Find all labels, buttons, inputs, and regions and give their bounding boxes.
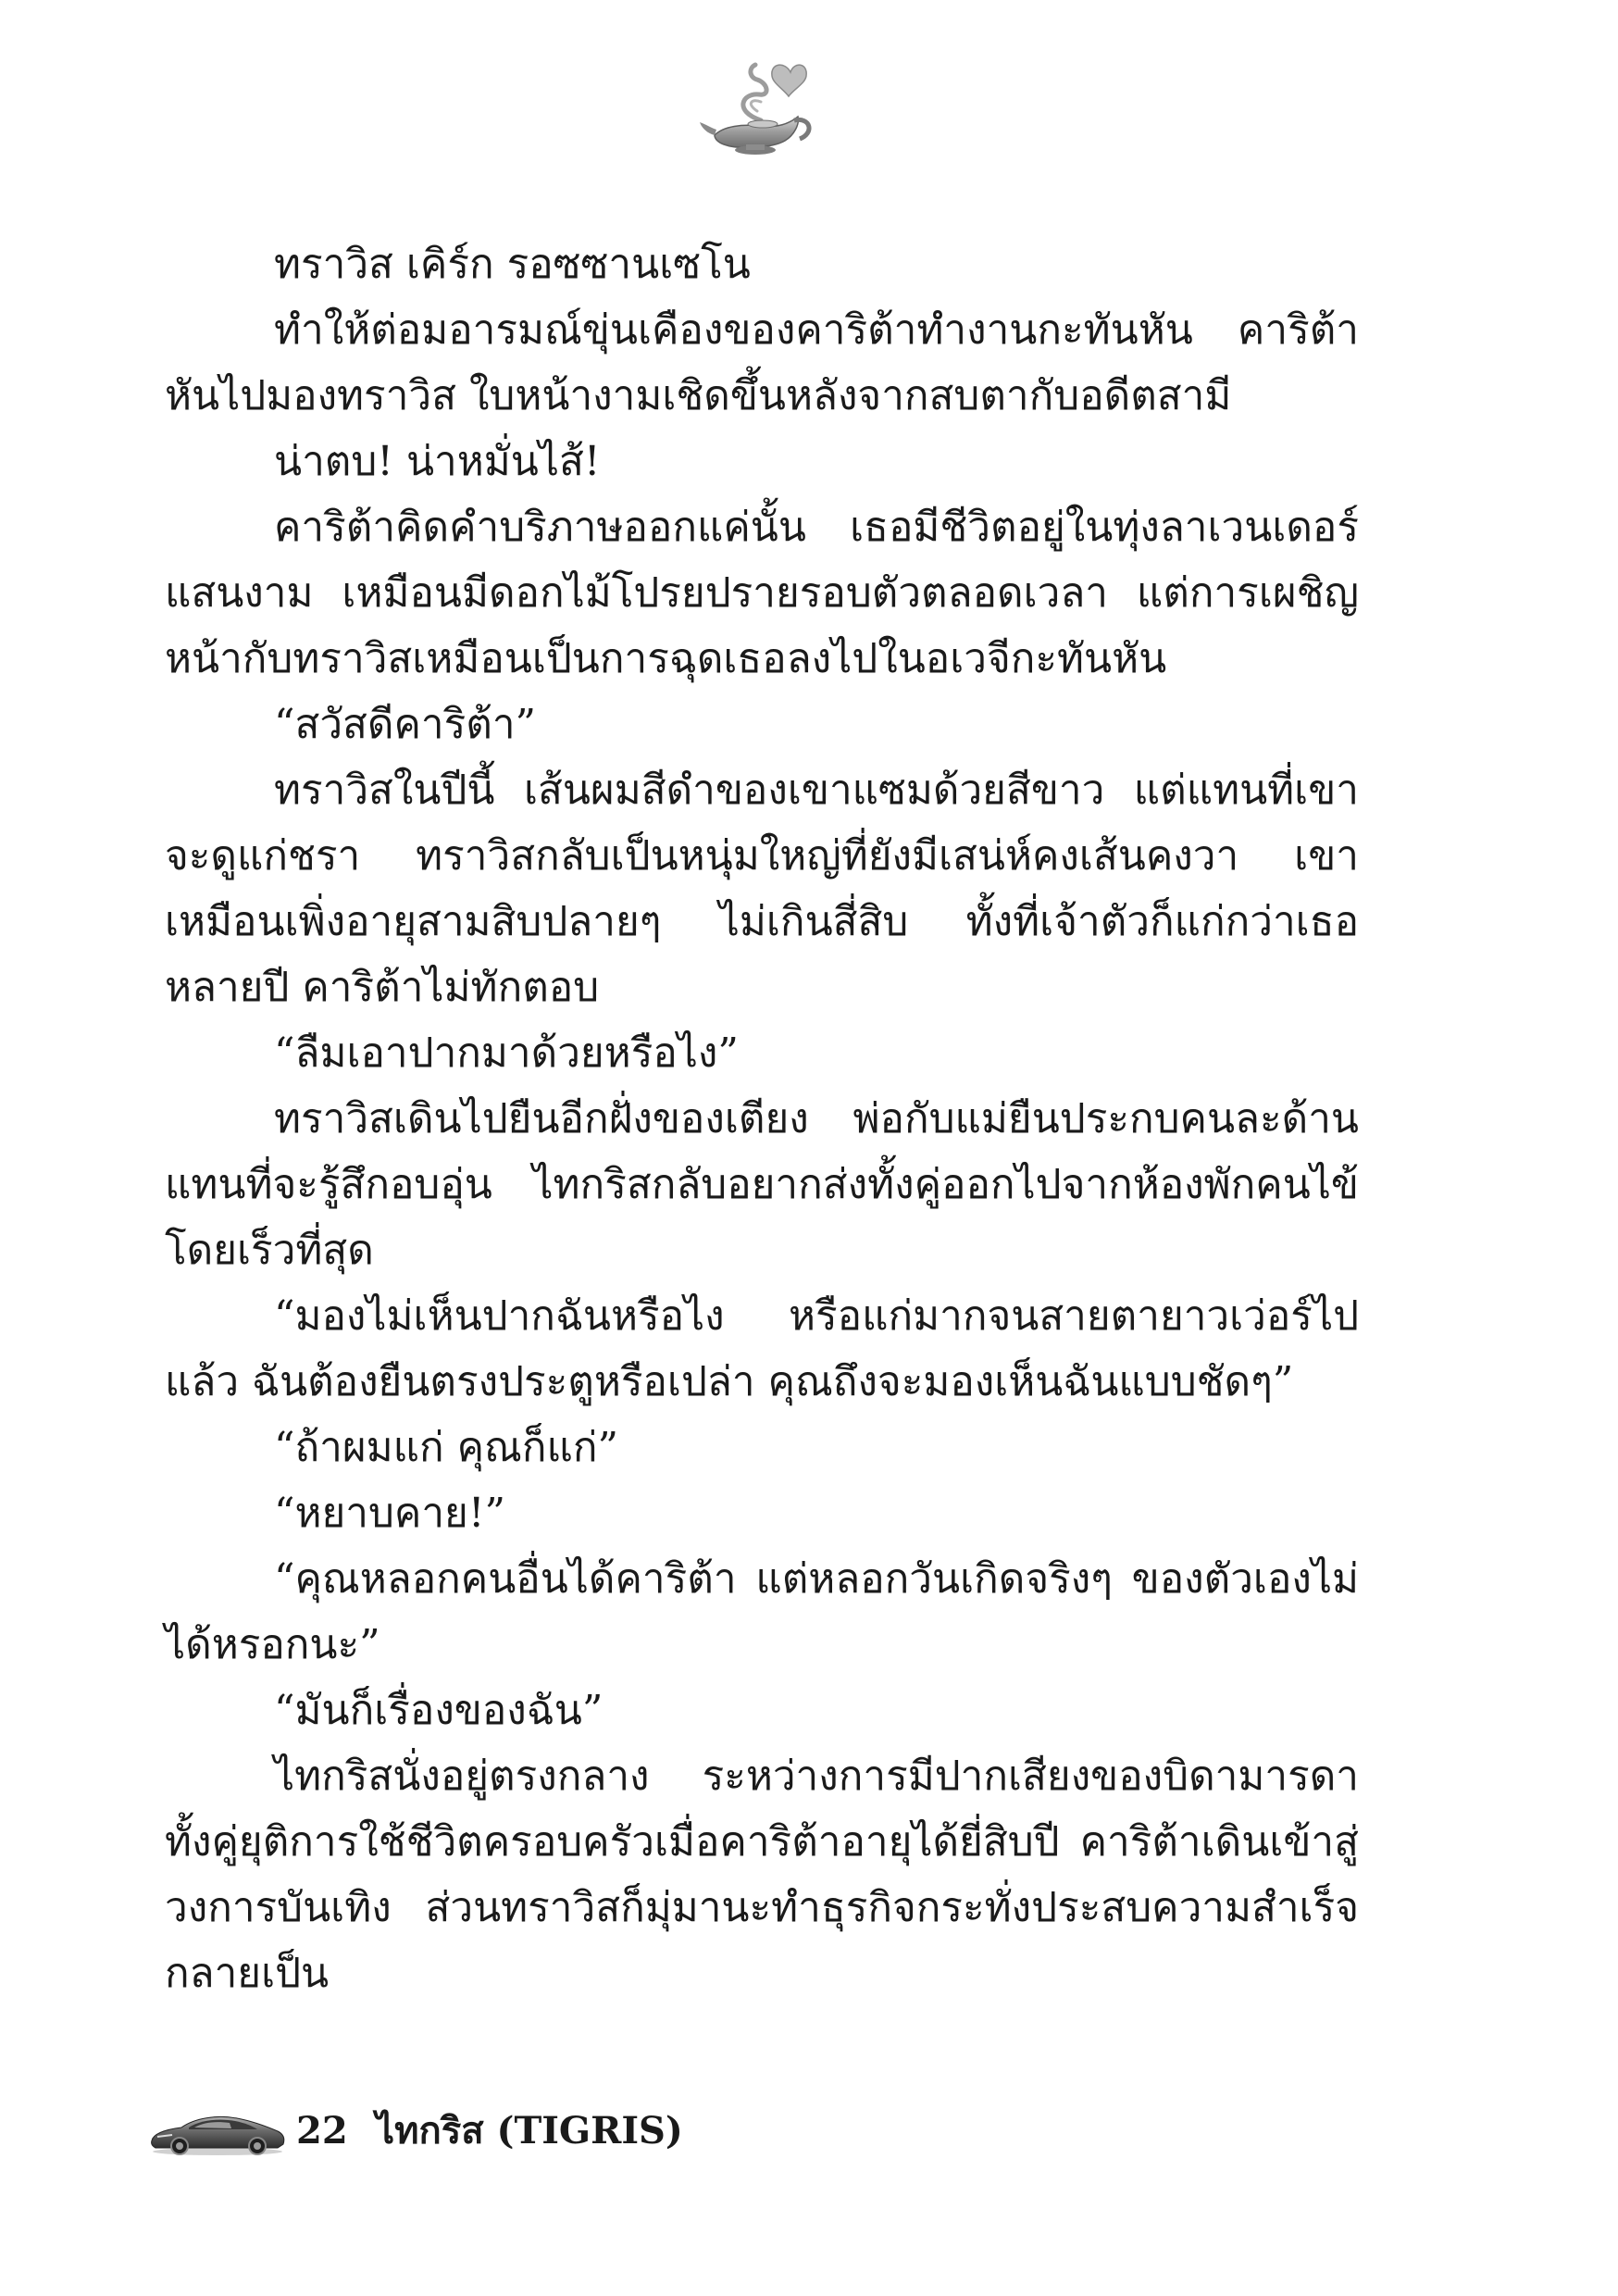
paragraph: คาริต้าคิดคำบริภาษออกแค่นั้น เธอมีชีวิตอยู่ในทุ่งลาเวนเดอร์แสนงาม เหมือนมีดอกไม้โปรยปรายรอบตัวตลอดเวลา แต่การเผชิญหน้ากับทราวิสเหมือนเป็นการฉุดเธอลงไปในอเวจีกะทันหัน (165, 504, 1359, 682)
body-text (165, 231, 1359, 2006)
paragraph: ทำให้ต่อมอารมณ์ขุ่นเคืองของคาริต้าทำงานกะทันหัน คาริต้าหันไปมองทราวิส ใบหน้างามเชิดขึ้นหลังจากสบตากับอดีตสามี (165, 306, 1359, 419)
paragraph: น่าตบ! น่าหมั่นไส้! (274, 438, 601, 485)
paragraph: “มันก็เรื่องของฉัน” (274, 1687, 604, 1734)
sports-car-icon (148, 2105, 287, 2157)
paragraph: ไทกริสนั่งอยู่ตรงกลาง ระหว่างการมีปากเสียงของบิดามารดา ทั้งคู่ยุติการใช้ชีวิตครอบครัวเมื่อคาริต้าอายุได้ยี่สิบปี คาริต้าเดินเข้าสู่วงการบันเทิง ส่วนทราวิสก็มุ่มานะทำธุรกิจกระทั่งประสบความสำเร็จกลายเป็น (165, 1753, 1359, 1997)
paragraph: ทราวิส เคิร์ก รอซซานเซโน (274, 241, 751, 288)
paragraph: “ถ้าผมแก่ คุณก็แก่” (274, 1424, 619, 1471)
paragraph: “คุณหลอกคนอื่นได้คาริต้า แต่หลอกวันเกิดจริงๆ ของตัวเองไม่ได้หรอกนะ” (165, 1555, 1359, 1668)
page-number: 22 (296, 2109, 348, 2152)
paragraph: “มองไม่เห็นปากฉันหรือไง หรือแก่มากจนสายตายาวเว่อร์ไปแล้ว ฉันต้องยืนตรงประตูหรือเปล่า คุณถึงจะมองเห็นฉันแบบชัดๆ” (165, 1292, 1359, 1405)
paragraph: “สวัสดีคาริต้า” (274, 701, 537, 748)
paragraph: “ลืมเอาปากมาด้วยหรือไง” (274, 1029, 739, 1077)
paragraph: ทราวิสในปีนี้ เส้นผมสีดำของเขาแซมด้วยสีขาว แต่แทนที่เขาจะดูแก่ชรา ทราวิสกลับเป็นหนุ่มใหญ่ที่ยังมีเสน่ห์คงเส้นคงวา เขาเหมือนเพิ่งอายุสามสิบปลายๆ ไม่เกินสี่สิบ ทั้งที่เจ้าตัวก็แก่กว่าเธอหลายปี คาริต้าไม่ทักตอบ (165, 767, 1359, 1011)
genie-lamp-icon (696, 56, 821, 162)
paragraph: “หยาบคาย!” (274, 1490, 506, 1537)
paragraph: ทราวิสเดินไปยืนอีกฝั่งของเตียง พ่อกับแม่ยืนประกบคนละด้าน แทนที่จะรู้สึกอบอุ่น ไทกริสกลับอยากส่งทั้งคู่ออกไปจากห้องพักคนไข้โดยเร็วที่สุด (165, 1095, 1359, 1274)
page-footer (148, 2100, 981, 2165)
book-title: ไทกริส (TIGRIS) (376, 2109, 683, 2152)
